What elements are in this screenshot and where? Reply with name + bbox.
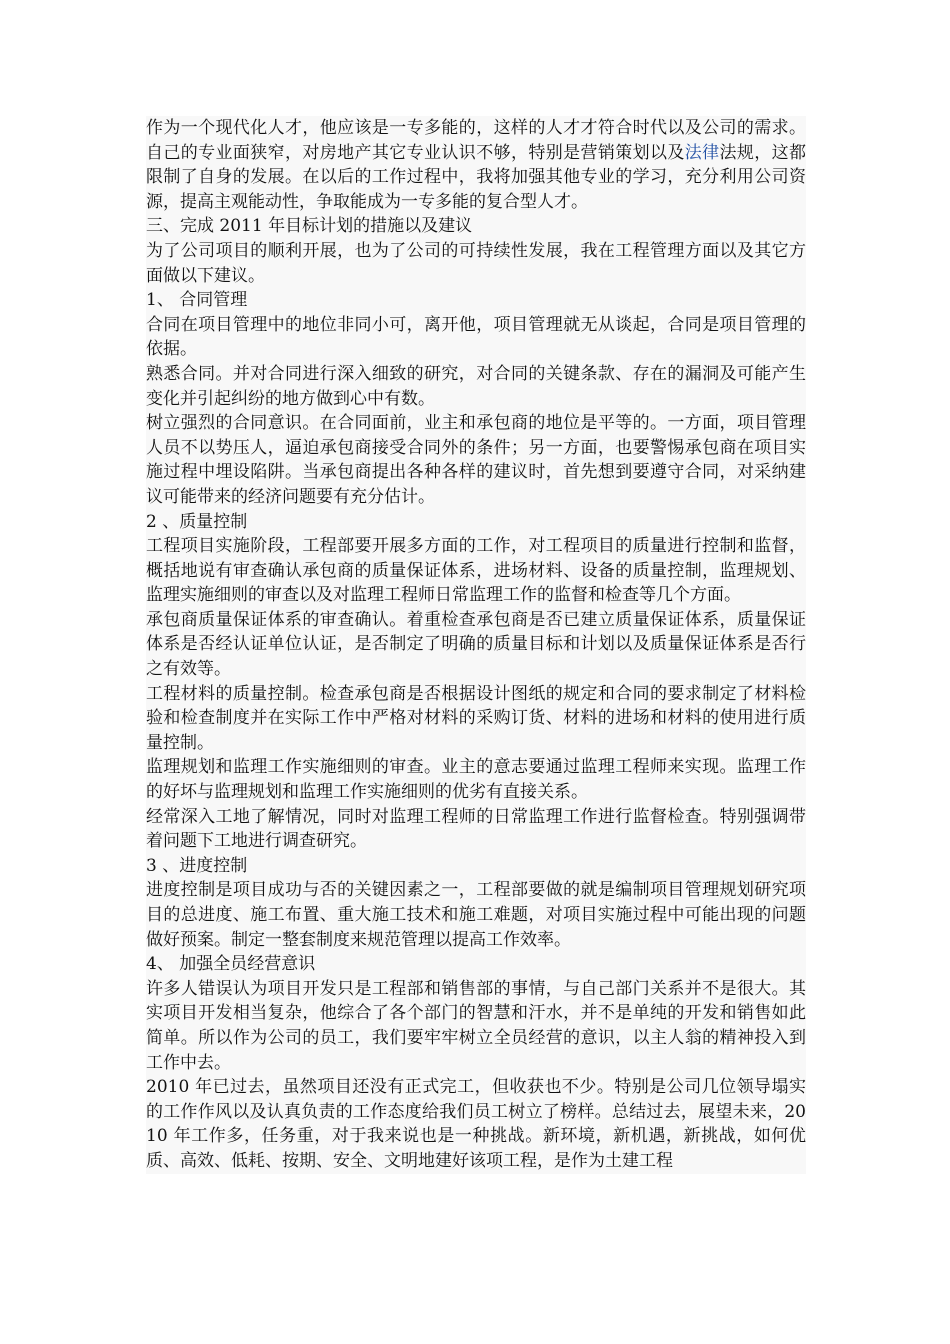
paragraph-p18: 2010 年已过去，虽然项目还没有正式完工，但收获也不少。特别是公司几位领导塌实的工作作风以及认真负责的工作态度给我们员工树立了榜样。总结过去，展望未来，2010 年工作多，任务重，对于我来说也是一种挑战。新环境，新机遇，新挑战，如何优质、高效、低耗、按期、安全、文明地建好该项工程，是作为土建工程 [146,1077,806,1171]
paragraph-p01 [146,116,806,214]
subheading-quality-control: 2 、质量控制 [146,511,248,532]
paragraph-p07: 树立强烈的合同意识。在合同面前，业主和承包商的地位是平等的。一方面，项目管理人员不以势压人，逼迫承包商接受合同外的条件；另一方面，也要警惕承包商在项目实施过程中埋设陷阱。当承包商提出各种各样的建议时，首先想到要遵守合同，对采纳建议可能带来的经济问题要有充分估计。 [146,413,806,507]
paragraph-p12: 监理规划和监理工作实施细则的审查。业主的意志要通过监理工程师来实现。监理工作的好坏与监理规划和监理工作实施细则的优劣有直接关系。 [146,757,806,803]
paragraph-p10: 承包商质量保证体系的审查确认。着重检查承包商是否已建立质量保证体系，质量保证体系是否经认证单位认证，是否制定了明确的质量目标和计划以及质量保证体系是否行之有效等。 [146,609,806,680]
paragraph-p01-text-2: 法规，这都限制了自身的发展。在以后的工作过程中，我将加强其他专业的学习，充分利用公司资源，提高主观能动性，争取能成为一专多能的复合型人才。 [146,142,807,212]
paragraph-p13: 经常深入工地了解情况，同时对监理工程师的日常监理工作进行监督检查。特别强调带着问题下工地进行调查研究。 [146,806,806,852]
paragraph-p09: 工程项目实施阶段，工程部要开展多方面的工作，对工程项目的质量进行控制和监督，概括地说有审查确认承包商的质量保证体系，进场材料、设备的质量控制，监理规划、监理实施细则的审查以及对监理工程师日常监理工作的监督和检查等几个方面。 [146,536,806,606]
paragraph-p05: 合同在项目管理中的地位非同小可，离开他，项目管理就无从谈起，合同是项目管理的依据。 [146,314,806,360]
subheading-schedule-control: 3 、进度控制 [146,855,248,876]
paragraph-p11: 工程材料的质量控制。检查承包商是否根据设计图纸的规定和合同的要求制定了材料检验和检查制度并在实际工作中严格对材料的采购订货、材料的进场和材料的使用进行质量控制。 [146,683,806,753]
paragraph-p01-text-1: 作为一个现代化人才，他应该是一专多能的，这样的人才才符合时代以及公司的需求。自己的专业面狭窄，对房地产其它专业认识不够，特别是营销策划以及 [146,118,806,163]
document-body [146,116,806,1174]
paragraph-p17: 许多人错误认为项目开发只是工程部和销售部的事情，与自己部门关系并不是很大。其实项目开发相当复杂，他综合了各个部门的智慧和汗水，并不是单纯的开发和销售如此简单。所以作为公司的员工，我们要牢牢树立全员经营的意识，以主人翁的精神投入到工作中去。 [146,978,806,1073]
law-link[interactable]: 法律 [684,142,720,163]
paragraph-p15: 进度控制是项目成功与否的关键因素之一，工程部要做的就是编制项目管理规划研究项目的总进度、施工布置、重大施工技术和施工难题，对项目实施过程中可能出现的问题做好预案。制定一整套制度来规范管理以提高工作效率。 [146,880,806,950]
paragraph-p03: 为了公司项目的顺利开展，也为了公司的可持续性发展，我在工程管理方面以及其它方面做以下建议。 [146,240,806,286]
section-heading-measures: 三、完成 2011 年目标计划的措施以及建议 [146,216,473,237]
subheading-contract-management: 1、 合同管理 [146,290,248,311]
paragraph-p06: 熟悉合同。并对合同进行深入细致的研究，对合同的关键条款、存在的漏洞及可能产生变化并引起纠纷的地方做到心中有数。 [146,363,806,409]
subheading-business-awareness: 4、 加强全员经营意识 [146,954,316,975]
